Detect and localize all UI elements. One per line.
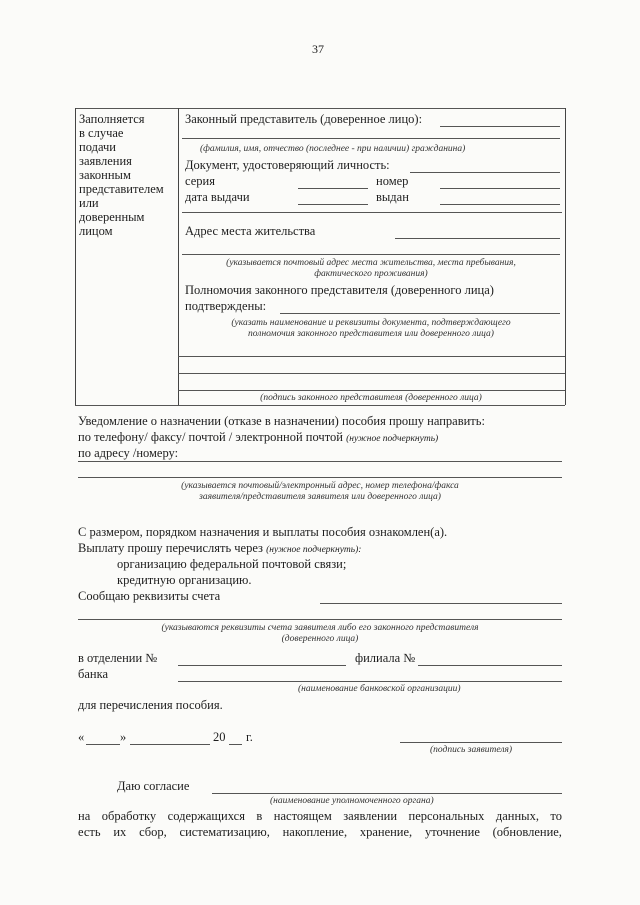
bank-field[interactable] (178, 681, 562, 682)
authority-org-field[interactable] (212, 793, 562, 794)
notify-line-2-hint: (нужное подчеркнуть) (346, 434, 439, 444)
table-border-bottom (75, 405, 565, 406)
signature-hint: (подпись законного представителя (доверенного лица) (260, 393, 482, 403)
table-border-top (75, 108, 565, 109)
branch-field[interactable] (178, 665, 346, 666)
notify-hint-1: (указывается почтовый/электронный адрес, номер телефона/факса (181, 481, 459, 491)
authority-row-line-1[interactable] (178, 356, 565, 357)
details-hint-2: (доверенного лица) (281, 634, 359, 644)
details-line-2[interactable] (78, 619, 562, 620)
bank-hint: (наименование банковской организации) (298, 684, 461, 694)
rep-label: Законный представитель (доверенное лицо): (185, 112, 423, 126)
consent-text-line-2: есть их сбор, систематизацию, накопление, хранение, уточнение (обновление, (78, 825, 562, 839)
table-separator (182, 212, 562, 213)
doc-line[interactable] (410, 172, 560, 173)
branch-label: в отделении № (78, 651, 158, 665)
notify-line-1: Уведомление о назначении (отказе в назначении) пособия прошу направить: (78, 414, 485, 428)
authority-hint-2: полномочия законного представителя или доверенного лица) (248, 329, 494, 339)
year-field[interactable] (229, 744, 242, 745)
filial-field[interactable] (418, 665, 562, 666)
familiar-statement: С размером, порядком назначения и выплаты пособия ознакомлен(а). (78, 525, 448, 539)
authority-hint-1: (указать наименование и реквизиты документа, подтверждающего (231, 318, 511, 328)
address-hint-2: фактического проживания) (314, 269, 428, 279)
address-label: Адрес места жительства (185, 224, 316, 238)
transfer-hint: (нужное подчеркнуть): (266, 545, 362, 555)
org-hint: (наименование уполномоченного органа) (270, 796, 434, 806)
notify-hint-2: заявителя/представителя заявителя или доверенного лица) (199, 492, 441, 502)
table-column-divider (178, 108, 179, 405)
address-line-2[interactable] (182, 254, 560, 255)
number-field[interactable] (440, 188, 560, 189)
signature-line[interactable] (178, 390, 565, 391)
notify-line-2: по телефону/ факсу/ почтой / электронной почтой (нужное подчеркнуть) (78, 430, 439, 444)
authority-row-line-2[interactable] (178, 373, 565, 374)
details-hint-1: (указываются реквизиты счета заявителя либо его законного представителя (161, 623, 479, 633)
notify-line-3: по адресу /номеру: (78, 446, 179, 460)
option-credit[interactable]: кредитную организацию. (117, 573, 252, 587)
issue-date-label: дата выдачи (185, 190, 250, 204)
applicant-signature-field[interactable] (400, 742, 562, 743)
name-hint: (фамилия, имя, отчество (последнее - при наличии) гражданина) (200, 144, 466, 154)
table-border-left (75, 108, 76, 405)
consent-text-line-1: на обработку содержащихся в настоящем заявлении персональных данных, то (78, 809, 562, 823)
address-input-line-1[interactable] (78, 461, 562, 462)
rep-input-line[interactable] (440, 126, 560, 127)
applicant-signature-hint: (подпись заявителя) (430, 745, 513, 755)
authority-line-2: подтверждены: (185, 299, 267, 313)
address-hint-1: (указывается почтовый адрес места жительства, места пребывания, (226, 258, 516, 268)
page-number: 37 (312, 42, 324, 56)
details-label: Сообщаю реквизиты счета (78, 589, 221, 603)
table-border-right (565, 108, 566, 405)
address-field[interactable] (395, 238, 560, 239)
day-field[interactable] (86, 744, 120, 745)
issued-by-field[interactable] (440, 204, 560, 205)
authority-field[interactable] (280, 313, 560, 314)
document-page: 37 Заполняется в случае подачи заявления законным представителем или доверенным лицом Законный представитель (доверенное лицо): (фамилия, имя, отчество (последнее - при наличии) гражданина) Документ, удостоверяющий личность: серия номер дата выдачи выдан Адрес места жительства (указывается почтовый адрес места жительства, места пребывания, фактического проживания) Полномочия законного представителя (доверенного лица) подтверждены: (указать наименование и реквизиты документа, подтверждающего полномочия законного представителя или доверенного лица) (подпись законного представителя (доверенного лица) Уведомление о назначении (отказе в назначении) пособия прошу направить: по телефону/ факсу/ почтой / электронной почтой (нужное подчеркнуть) по адресу /номеру: (указывается почтовый/электронный адрес, номер телефона/факса заявителя/представителя заявителя или доверенного лица) С размером, порядком назначения и выплаты пособия ознакомлен(а). Выплату прошу перечислять через (нужное подчеркнуть): организацию федеральной почтовой связи; кредитную организацию. Сообщаю реквизиты счета (указываются реквизиты счета заявителя либо его законного представителя (доверенного лица) в отделении № филиала № банка (наименование банковской организации) для перечисления пособия. « » 20 г. (подпись заявителя) Даю согласие (наименование уполномоченного органа) на обработку содержащихся в настоящем заявлении персональных данных, то есть их сбор, систематизацию, накопление, хранение, уточнение (обновление, (0, 0, 640, 905)
address-input-line-2[interactable] (78, 477, 562, 478)
bank-label: банка (78, 667, 109, 681)
issue-date-field[interactable] (298, 204, 368, 205)
purpose-label: для перечисления пособия. (78, 698, 223, 712)
rep-name-line[interactable] (182, 138, 560, 139)
series-field[interactable] (298, 188, 368, 189)
filial-label: филиала № (355, 651, 416, 665)
number-label: номер (376, 174, 409, 188)
transfer-label: Выплату прошу перечислять через (нужное подчеркнуть): (78, 541, 362, 555)
series-label: серия (185, 174, 215, 188)
consent-label: Даю согласие (117, 779, 190, 793)
month-field[interactable] (130, 744, 210, 745)
doc-label: Документ, удостоверяющий личность: (185, 158, 390, 172)
details-field[interactable] (320, 603, 562, 604)
issued-by-label: выдан (376, 190, 409, 204)
option-postal[interactable]: организацию федеральной почтовой связи; (117, 557, 347, 571)
authority-line-1: Полномочия законного представителя (доверенного лица) (185, 283, 494, 297)
